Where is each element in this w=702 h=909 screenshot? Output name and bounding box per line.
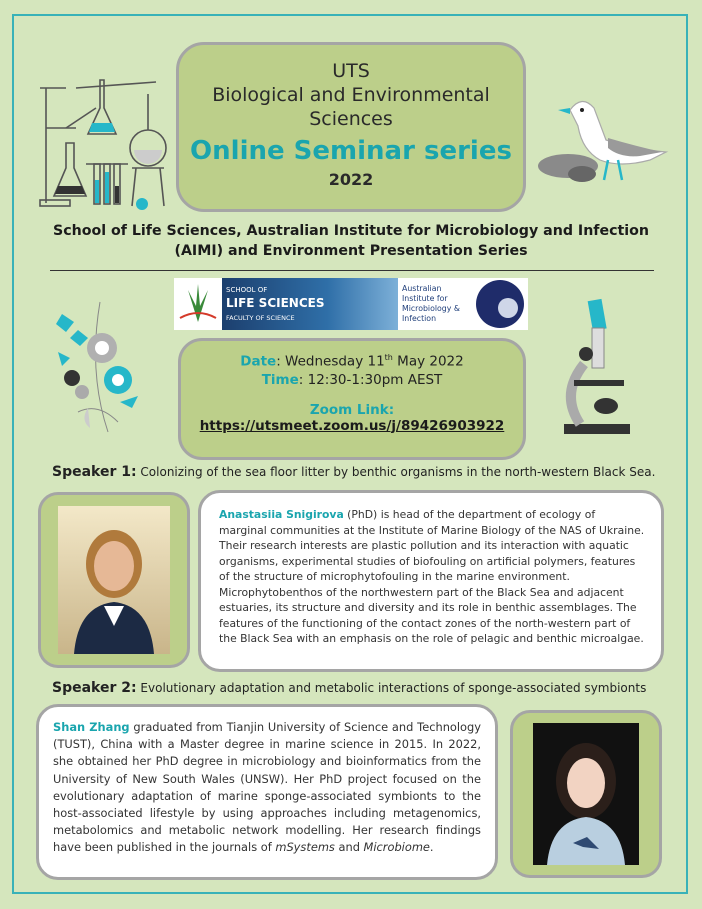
date-value: : Wednesday 11 xyxy=(276,353,385,370)
date-rest: May 2022 xyxy=(392,353,464,370)
banner-aimi: Australian Institute for Microbiology & Infection xyxy=(402,284,460,323)
divider xyxy=(50,270,654,271)
school-heading: School of Life Sciences, Australian Institute for Microbiology and Infection (AIMI) and Environment Presentation Series xyxy=(52,223,649,259)
seagull-icon xyxy=(530,90,680,190)
title-uts: UTS xyxy=(332,60,370,82)
speaker2-bio-card xyxy=(36,704,498,880)
speaker1-bio-card xyxy=(198,490,664,672)
event-details-box xyxy=(178,338,526,460)
title-series: Online Seminar series xyxy=(190,136,512,166)
speaker2-bio: graduated from Tianjin University of Science and Technology (TUST), China with a Master degree in marine science in 2015. In 2022, she obtained her PhD degree in microbiology and bioinformatics from the University of New South Wales (UNSW). Her PhD project focused on the evolutionary adaptation of marine sponge-associated symbionts to the host-associated lifestyle by using approaches including metagenomics, metabolomics and metabolic network modelling. Her research findings have been published in the journals of xyxy=(53,720,481,855)
speaker1-topic: Colonizing of the sea floor litter by benthic organisms in the north-western Black Sea. xyxy=(136,465,656,479)
journal-and: and xyxy=(334,840,364,855)
speaker1-heading xyxy=(52,464,655,480)
title-department: Biological and Environmental Sciences xyxy=(212,84,490,130)
zoom-link[interactable]: https://utsmeet.zoom.us/j/89426903922 xyxy=(199,417,505,434)
title-year: 2022 xyxy=(328,170,374,189)
microscope-icon xyxy=(556,294,636,440)
time-value: : 12:30-1:30pm AEST xyxy=(298,371,443,388)
speaker1-bio: (PhD) is head of the department of ecology of marginal communities at the Institute of Marine Biology of the NAS of Ukraine. Their research interests are plastic pollution and its interaction with aquatic organisms, experimental studies of biofouling on artificial polymers, features of the structure of microphytofouling in the marine environment. Microphytobenthos of the northwestern part of the Black Sea and adjacent estuaries, its structure and diversity and its role in benthic assemblages. The features of the functioning of the contact zones of the north-western part of the Black Sea with an emphasis on the role of pelagic and benthic microalgae. xyxy=(219,508,645,645)
date-suffix: th xyxy=(384,353,393,362)
bio-end: . xyxy=(429,840,434,855)
speaker2-label: Speaker 2: xyxy=(52,680,137,696)
speaker2-name: Shan Zhang xyxy=(53,720,130,734)
speaker1-photo xyxy=(58,506,170,654)
zoom-label: Zoom Link: xyxy=(309,401,395,418)
banner-school: SCHOOL OF xyxy=(226,286,268,294)
speaker1-label: Speaker 1: xyxy=(52,464,137,480)
banner-life-sciences: LIFE SCIENCES xyxy=(226,296,325,310)
speaker2-topic: Evolutionary adaptation and metabolic interactions of sponge-associated symbionts xyxy=(136,681,647,695)
flower-icon xyxy=(48,292,152,440)
speaker1-photo-frame xyxy=(38,492,190,668)
journal-microbiome: Microbiome xyxy=(363,840,430,855)
speaker2-heading xyxy=(52,680,646,696)
logo-banner xyxy=(174,278,528,330)
title-box xyxy=(176,42,526,212)
banner-faculty: FACULTY OF SCIENCE xyxy=(226,314,295,322)
journal-msystems: mSystems xyxy=(275,840,335,855)
speaker2-photo-frame xyxy=(510,710,662,878)
date-label: Date xyxy=(240,353,277,370)
speaker2-photo xyxy=(533,723,639,865)
time-label: Time xyxy=(261,371,299,388)
speaker1-name: Anastasiia Snigirova xyxy=(219,508,344,521)
lab-glassware-icon xyxy=(36,68,172,214)
